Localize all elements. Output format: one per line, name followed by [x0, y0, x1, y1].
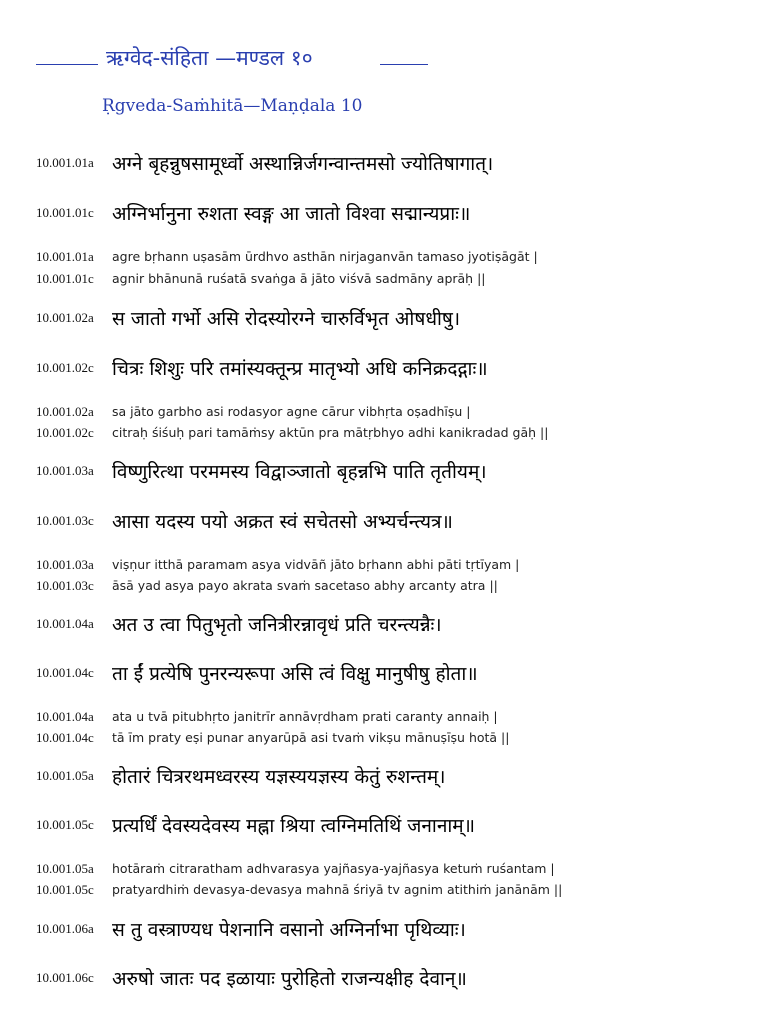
verse-reference: 10.001.03c	[36, 513, 94, 528]
header-rule-right	[380, 64, 428, 65]
verse-text: agre bṛhann uṣasām ūrdhvo asthān nirjaganvān tamaso jyotiṣāgāt |	[112, 249, 538, 264]
verse-reference: 10.001.03a	[36, 463, 94, 478]
verse-reference: 10.001.04c	[36, 665, 94, 680]
transliteration-line	[36, 577, 498, 595]
verse-reference: 10.001.02c	[36, 360, 94, 375]
transliteration-line	[36, 270, 486, 288]
verse-text: citraḥ śiśuḥ pari tamāṁsy aktūn pra mātṛbhyo adhi kanikradad gāḥ ||	[112, 425, 549, 440]
devanagari-verse-line	[36, 812, 475, 838]
devanagari-verse-line	[36, 611, 442, 637]
verse-reference: 10.001.04c	[36, 730, 94, 745]
verse-text: अत उ त्वा पितुभृतो जनित्रीरन्नावृधं प्रति चरन्त्यन्नैः।	[112, 614, 442, 636]
verse-reference: 10.001.02c	[36, 425, 94, 440]
transliteration-line	[36, 860, 555, 878]
devanagari-verse-line	[36, 200, 470, 226]
verse-text: प्रत्यर्धिं देवस्यदेवस्य मह्ना श्रिया त्वग्निमतिथिं जनानाम्॥	[112, 815, 476, 837]
verse-reference: 10.001.05c	[36, 882, 94, 897]
verse-text: स तु वस्त्राण्यध पेशनानि वसानो अग्निर्नाभा पृथिव्याः।	[112, 919, 466, 941]
page-header	[36, 44, 436, 78]
verse-text: अग्निर्भानुना रुशता स्वङ्ग आ जातो विश्वा सद्मान्यप्राः॥	[112, 203, 471, 225]
transliteration-line	[36, 403, 470, 421]
transliteration-line	[36, 708, 498, 726]
verse-text: अरुषो जातः पद इळायाः पुरोहितो राजन्यक्षीह देवान्॥	[112, 968, 467, 990]
verse-text: agnir bhānunā ruśatā svaṅga ā jāto viśvā sadmāny aprāḥ ||	[112, 271, 486, 286]
devanagari-verse-line	[36, 763, 446, 789]
transliteration-line	[36, 248, 538, 266]
verse-reference: 10.001.02a	[36, 310, 94, 325]
verse-reference: 10.001.04a	[36, 616, 94, 631]
devanagari-verse-line	[36, 355, 488, 381]
verse-reference: 10.001.04a	[36, 709, 94, 724]
transliteration-line	[36, 881, 562, 899]
verse-text: अग्ने बृहन्नुषसामूर्ध्वो अस्थान्निर्जगन्वान्तमसो ज्योतिषागात्।	[112, 153, 494, 175]
verse-text: होतारं चित्ररथमध्वरस्य यज्ञस्ययज्ञस्य केतुं रुशन्तम्।	[112, 766, 446, 788]
devanagari-verse-line	[36, 305, 460, 331]
verse-reference: 10.001.03c	[36, 578, 94, 593]
verse-reference: 10.001.05a	[36, 861, 94, 876]
header-rule-left	[36, 64, 98, 65]
devanagari-verse-line	[36, 660, 478, 686]
verse-reference: 10.001.01a	[36, 155, 94, 170]
devanagari-verse-line	[36, 458, 487, 484]
verse-reference: 10.001.01c	[36, 271, 94, 286]
roman-title: Ṛgveda-Saṁhitā—Maṇḍala 10	[102, 96, 363, 116]
devanagari-verse-line	[36, 916, 466, 942]
verse-text: आसा यदस्य पयो अक्रत स्वं सचेतसो अभ्यर्चन्त्यत्र॥	[112, 511, 453, 533]
verse-text: āsā yad asya payo akrata svaṁ sacetaso abhy arcanty atra ||	[112, 578, 498, 593]
devanagari-verse-line	[36, 150, 493, 176]
verse-text: hotāraṁ citraratham adhvarasya yajñasya-yajñasya ketuṁ ruśantam |	[112, 861, 555, 876]
verse-reference: 10.001.03a	[36, 557, 94, 572]
verse-reference: 10.001.02a	[36, 404, 94, 419]
verse-text: विष्णुरित्था परममस्य विद्वाञ्जातो बृहन्नभि पाति तृतीयम्।	[112, 461, 487, 483]
verse-text: tā īm praty eṣi punar anyarūpā asi tvaṁ vikṣu mānuṣīṣu hotā ||	[112, 730, 510, 745]
devanagari-title: ऋग्वेद-संहिता —मण्डल १०	[106, 46, 313, 70]
transliteration-line	[36, 556, 519, 574]
verse-text: ata u tvā pitubhṛto janitrīr annāvṛdham prati caranty annaiḥ |	[112, 709, 498, 724]
verse-text: viṣṇur itthā paramam asya vidvāñ jāto bṛhann abhi pāti tṛtīyam |	[112, 557, 520, 572]
verse-reference: 10.001.06a	[36, 921, 94, 936]
verse-reference: 10.001.06c	[36, 970, 94, 985]
verse-reference: 10.001.05c	[36, 817, 94, 832]
verse-text: चित्रः शिशुः परि तमांस्यक्तून्प्र मातृभ्यो अधि कनिक्रदद्गाः॥	[112, 358, 488, 380]
verse-text: pratyardhiṁ devasya-devasya mahnā śriyā tv agnim atithiṁ janānām ||	[112, 882, 563, 897]
verse-reference: 10.001.01c	[36, 205, 94, 220]
verse-text: sa jāto garbho asi rodasyor agne cārur vibhṛta oṣadhīṣu |	[112, 404, 471, 419]
verse-reference: 10.001.05a	[36, 768, 94, 783]
transliteration-line	[36, 729, 509, 747]
transliteration-line	[36, 424, 548, 442]
verse-reference: 10.001.01a	[36, 249, 94, 264]
verse-text: स जातो गर्भो असि रोदस्योरग्ने चारुर्विभृत ओषधीषु।	[112, 308, 461, 330]
devanagari-verse-line	[36, 508, 453, 534]
verse-text: ता ईं प्रत्येषि पुनरन्यरूपा असि त्वं विक्षु मानुषीषु होता॥	[112, 663, 478, 685]
devanagari-verse-line	[36, 965, 467, 991]
